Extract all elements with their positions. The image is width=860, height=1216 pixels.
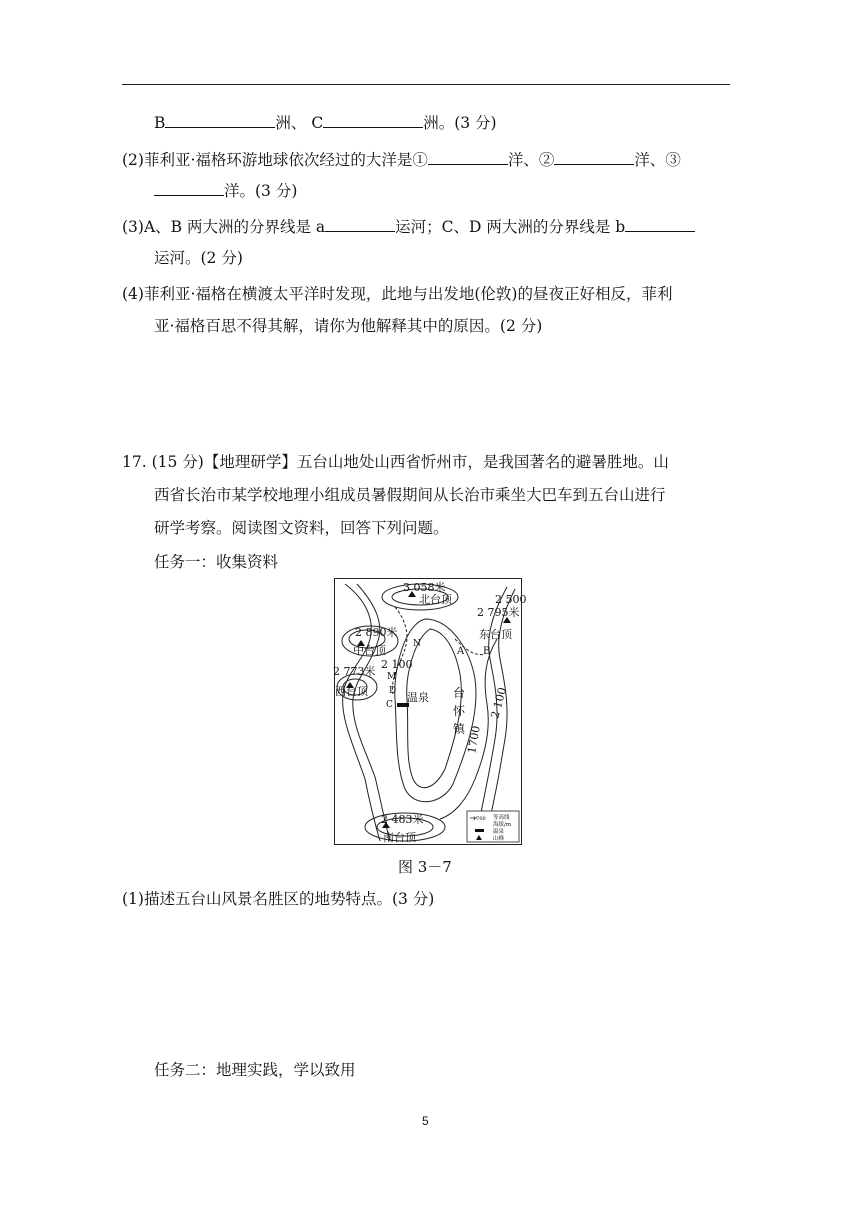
town-label-2: 怀 bbox=[453, 704, 466, 718]
contour-label-2100b: 2 100 bbox=[488, 685, 510, 720]
peak-name-center: 中台顶 bbox=[353, 644, 386, 657]
legend-spring: 温泉 bbox=[493, 829, 505, 835]
q17-task2: 任务二：地理实践，学以致用 bbox=[154, 1061, 356, 1079]
contour-map bbox=[333, 579, 527, 844]
point-a: A bbox=[457, 646, 465, 657]
peak-name-east: 东台顶 bbox=[479, 628, 512, 641]
peak-elev-south: 2 483米 bbox=[381, 813, 424, 826]
point-b: B bbox=[483, 646, 491, 657]
legend-contour: 等高线 bbox=[493, 815, 510, 821]
answer-blank-ocean-1[interactable] bbox=[428, 149, 508, 165]
point-n: N bbox=[413, 639, 421, 649]
contour-line bbox=[343, 584, 380, 841]
contour-line bbox=[353, 584, 390, 841]
answer-blank-ocean-2[interactable] bbox=[554, 149, 634, 165]
town-label-1: 台 bbox=[453, 686, 466, 700]
contour-map-figure bbox=[333, 578, 527, 845]
town-label-3: 镇 bbox=[453, 722, 466, 736]
point-c: C bbox=[386, 700, 393, 710]
peak-elev-east: 2 795米 bbox=[477, 606, 520, 619]
peak-name-west: 西台顶 bbox=[335, 685, 368, 698]
contour-label-1700: 1700 bbox=[465, 724, 483, 755]
contour-label-2100a: 2 100 bbox=[381, 658, 413, 671]
legend-elevation: 海拔/m bbox=[493, 822, 512, 828]
answer-blank-canal-a[interactable] bbox=[325, 216, 395, 232]
answer-blank-c[interactable] bbox=[323, 112, 423, 128]
peak-elev-west: 2 773米 bbox=[333, 665, 376, 678]
q16-sub3-line2: 运河。(2 分) bbox=[154, 249, 243, 267]
legend-peak: 山峰 bbox=[493, 836, 505, 842]
q17-stem-line2: 西省长治市某学校地理小组成员暑假期间从长治市乘坐大巴车到五台山进行 bbox=[154, 486, 666, 504]
header-rule bbox=[122, 84, 730, 85]
q17-task1: 任务一：收集资料 bbox=[154, 553, 279, 571]
legend-spring-marker bbox=[475, 829, 484, 832]
figure-caption: 图 3－7 bbox=[398, 858, 452, 876]
q16-sub4-line1: (4)菲利亚·福格在横渡太平洋时发现，此地与出发地(伦敦)的昼夜正好相反，菲利 bbox=[122, 285, 673, 303]
legend-contour-value: 1700 bbox=[473, 816, 486, 822]
peak-name-south: 南台顶 bbox=[383, 831, 416, 844]
q16-sub3-line1: (3)A、B 两大洲的分界线是 a 运河；C、D 两大洲的分界线是 b bbox=[122, 216, 695, 237]
point-m: M bbox=[387, 672, 397, 682]
peak-elev-north: 3 058米 bbox=[403, 581, 446, 594]
q16-line-b-c: B 洲、 C 洲。(3 分) bbox=[154, 114, 497, 132]
point-d: D bbox=[389, 686, 397, 696]
map-legend bbox=[467, 811, 519, 842]
hot-spring-label: 温泉 bbox=[407, 691, 429, 704]
answer-blank-ocean-3[interactable] bbox=[154, 180, 224, 196]
q16-sub4-line2: 亚·福格百思不得其解，请你为他解释其中的原因。(2 分) bbox=[154, 317, 543, 335]
peak-elev-center: 2 890米 bbox=[355, 626, 398, 639]
answer-blank-b[interactable] bbox=[165, 112, 275, 128]
peak-name-north: 北台顶 bbox=[419, 593, 452, 606]
q16-sub2-line1: (2)菲利亚·福格环游地球依次经过的大洋是① 洋、② 洋、③ bbox=[122, 151, 681, 169]
page-number: 5 bbox=[422, 1114, 429, 1128]
contour-label-2500: 2 500 bbox=[495, 593, 527, 606]
q17-sub1: (1)描述五台山风景名胜区的地势特点。(3 分) bbox=[122, 890, 435, 908]
q17-stem-line3: 研学考察。阅读图文资料，回答下列问题。 bbox=[154, 519, 449, 537]
q17-stem-line1: 17. (15 分)【地理研学】五台山地处山西省忻州市，是我国著名的避暑胜地。山 bbox=[122, 453, 669, 471]
q16-sub2-line2: 洋。(3 分) bbox=[154, 180, 297, 201]
answer-blank-canal-b[interactable] bbox=[625, 216, 695, 232]
